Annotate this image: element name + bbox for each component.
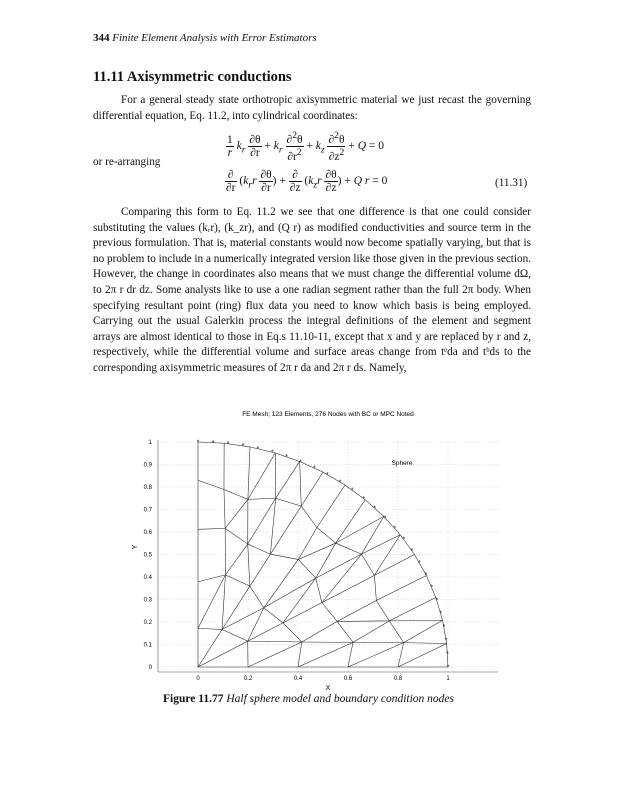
bc-node-marker: * bbox=[410, 548, 414, 556]
bc-node-marker: * bbox=[285, 454, 289, 462]
bc-node-marker: * bbox=[299, 459, 302, 467]
x-tick-label: 1 bbox=[446, 676, 450, 682]
y-tick-label: 0.9 bbox=[143, 462, 152, 469]
bc-node-marker: * bbox=[373, 505, 377, 513]
caption-label: Figure 11.77 bbox=[163, 693, 224, 705]
bc-node-marker: * bbox=[442, 623, 446, 631]
bc-node-marker: * bbox=[383, 515, 387, 523]
bc-node-marker: * bbox=[430, 584, 434, 592]
section-heading bbox=[93, 69, 292, 86]
x-axis-label: X bbox=[325, 685, 331, 692]
bc-node-marker: * bbox=[196, 439, 200, 447]
bc-node-marker: * bbox=[444, 637, 448, 645]
bc-node-marker: * bbox=[256, 446, 260, 454]
x-tick-label: 0.2 bbox=[243, 676, 253, 682]
bc-node-marker: * bbox=[446, 650, 449, 658]
caption-text: Half sphere model and boundary condition nodes bbox=[226, 693, 454, 705]
y-tick-label: 0 bbox=[148, 665, 152, 671]
sphere-annotation: Sphere bbox=[391, 460, 413, 467]
y-tick-label: 0.7 bbox=[143, 507, 152, 514]
chart-title: FE Mesh; 123 Elements, 276 Nodes with BC or MPC Noted bbox=[242, 411, 414, 418]
x-tick-label: 0.8 bbox=[393, 676, 403, 682]
book-title: Finite Element Analysis with Error Estimators bbox=[112, 32, 317, 44]
y-tick-label: 0.5 bbox=[143, 552, 152, 559]
bc-node-marker: * bbox=[325, 471, 329, 479]
running-header bbox=[93, 32, 317, 44]
x-tick-label: 0.4 bbox=[293, 676, 303, 682]
bc-node-marker: * bbox=[211, 439, 215, 447]
bc-node-marker: * bbox=[226, 441, 230, 449]
equation-rearranged: $\frac{\partial}{\partial r}$ ($k_rr$ $\frac{\partial\theta}{\partial r}$ ) + $\frac{\partial}{\partial z}$ ($k_zr$ $\frac{\partial\theta}{\partial z}$ ) + Q r = 0 bbox=[226, 169, 388, 194]
bc-node-marker: * bbox=[402, 536, 406, 544]
y-tick-label: 0.1 bbox=[143, 642, 152, 649]
bc-node-marker: * bbox=[350, 487, 354, 495]
x-tick-label: 0 bbox=[196, 676, 200, 682]
bc-node-marker: * bbox=[312, 465, 316, 473]
x-tick-label: 0.6 bbox=[343, 676, 353, 682]
bc-node-marker: * bbox=[446, 664, 450, 672]
paragraph-intro: For a general steady state orthotropic axisymmetric material we just recast the governing differential equation, Eq. 11.2, into cylindrical coordinates: bbox=[93, 94, 531, 122]
page-number: 344 bbox=[93, 32, 110, 44]
bc-node-marker: * bbox=[362, 496, 366, 504]
bc-node-marker: * bbox=[271, 449, 274, 457]
y-tick-label: 0.4 bbox=[143, 575, 152, 581]
y-tick-label: 1 bbox=[148, 440, 152, 446]
equation-cylindrical: $\frac{1}{r}$ $k_r$ $\frac{\partial\theta}{\partial r}$ + $k_r$ $\frac{\partial^2\theta}{\partial r^2}$ + $k_z$ $\frac{\partial^2\theta}{\partial z^2}$ + Q = 0 bbox=[227, 130, 385, 163]
bc-node-marker: * bbox=[435, 597, 439, 605]
y-tick-label: 0.6 bbox=[143, 530, 152, 536]
y-tick-label: 0.3 bbox=[143, 597, 152, 604]
bc-node-marker: * bbox=[424, 572, 428, 580]
section-number: 11.11 bbox=[93, 69, 125, 85]
y-axis-label: Y bbox=[132, 544, 139, 550]
bc-node-marker: * bbox=[393, 525, 397, 533]
bc-node-marker: * bbox=[241, 443, 245, 451]
bc-node-marker: * bbox=[439, 610, 443, 618]
y-tick-label: 0.2 bbox=[143, 620, 152, 626]
paragraph-comparison: Comparing this form to Eq. 11.2 we see that one difference is that one could consider substituting the values (kᵣr), (k_zr), and (Q r) as modified conductivities and source term in the previous formulation. That is, material constants would now become spatially varying, but that is no problem to include in a numerically integrated version like those given in the previous section. However, the change in coordinates also means that we must change the differential volume dΩ, to 2π r dr dz. Some analysts like to use a one radian segment rather than the full 2π body. When specifying resultant point (ring) flux data you need to know which basis is being employed. Carrying out the usual Galerkin process the integral definitions of the element and segment arrays are almost identical to those in Eq.s 11.10-11, except that x and y are replaced by r and z, respectively, while the differential volume and surface areas change from tᵉda and tᵇds to the corresponding axisymmetric measures of 2π r da and 2π r ds. Namely, bbox=[93, 206, 531, 374]
bc-node-marker: * bbox=[417, 559, 421, 567]
section-title: Axisymmetric conductions bbox=[126, 69, 292, 85]
equation-number: (11.31) bbox=[495, 177, 528, 189]
bc-node-marker: * bbox=[338, 479, 342, 487]
mesh-figure bbox=[110, 405, 510, 695]
figure-caption bbox=[0, 693, 617, 705]
y-tick-label: 0.8 bbox=[143, 485, 152, 491]
or-rearranging-text: or re-arranging bbox=[93, 156, 161, 168]
